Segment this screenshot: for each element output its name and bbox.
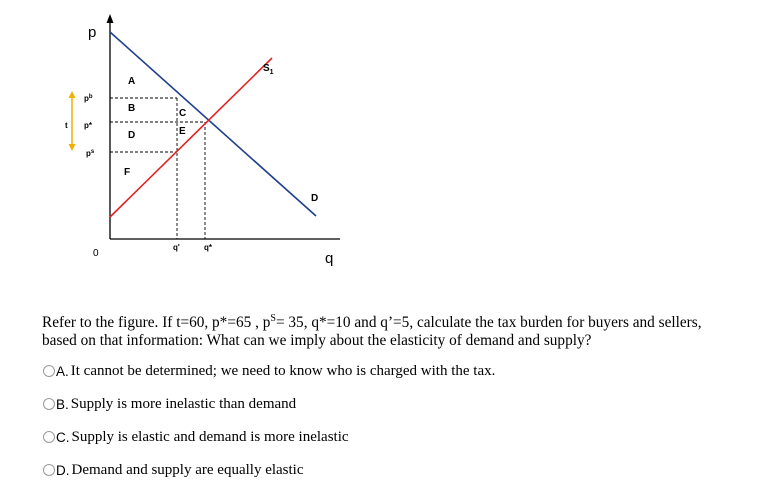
- option-b-letter: B.: [56, 396, 69, 412]
- tax-label: t: [65, 121, 68, 130]
- y-axis-label: p: [88, 24, 97, 41]
- x-axis-label: q: [325, 250, 334, 267]
- tax-arrow: [69, 91, 76, 151]
- option-d-text: Demand and supply are equally elastic: [71, 461, 304, 478]
- option-d-letter: D.: [56, 462, 70, 478]
- option-b[interactable]: [43, 394, 296, 414]
- area-f-label: F: [124, 167, 131, 178]
- seller-price-label: $p^s$: [86, 149, 95, 158]
- demand-curve-label: D: [311, 193, 319, 204]
- radio-button-a[interactable]: [43, 365, 55, 377]
- demand-curve: [110, 32, 319, 216]
- q-star-label: q*: [204, 243, 212, 252]
- origin-label: 0: [93, 248, 99, 259]
- tax-arrow-up-head: [69, 91, 76, 98]
- option-c-text: Supply is elastic and demand is more inelastic: [71, 428, 349, 445]
- option-b-text: Supply is more inelastic than demand: [70, 395, 297, 412]
- radio-button-d[interactable]: [43, 464, 55, 476]
- buyer-price-label: $p^b$: [84, 94, 93, 103]
- option-c-letter: C.: [56, 429, 70, 445]
- area-d-label: D: [128, 130, 136, 141]
- area-b-label: B: [128, 103, 136, 114]
- tax-arrow-down-head: [69, 144, 76, 151]
- option-d[interactable]: [43, 460, 304, 480]
- option-a-letter: A.: [56, 363, 69, 379]
- equilibrium-price-label: p*: [84, 121, 92, 130]
- area-c-label: C: [179, 108, 187, 119]
- y-axis-arrow: [107, 14, 114, 23]
- radio-button-c[interactable]: [43, 431, 55, 443]
- supply-curve-label: $S_1$: [263, 63, 274, 76]
- area-e-label: E: [179, 126, 186, 137]
- option-a-text: It cannot be determined; we need to know who is charged with the tax.: [70, 362, 496, 379]
- radio-button-b[interactable]: [43, 398, 55, 410]
- q-prime-label: q': [173, 243, 180, 252]
- option-c[interactable]: [43, 427, 349, 447]
- area-a-label: A: [128, 76, 136, 87]
- question-text: Refer to the figure. If t=60, p*=65 , $p^S= 35$, q*=10 and q’=5, calculate the tax burden for buyers and sellers, based on that information: What can we imply about the elasticity of demand and supply?: [42, 313, 702, 350]
- option-a[interactable]: [43, 361, 495, 381]
